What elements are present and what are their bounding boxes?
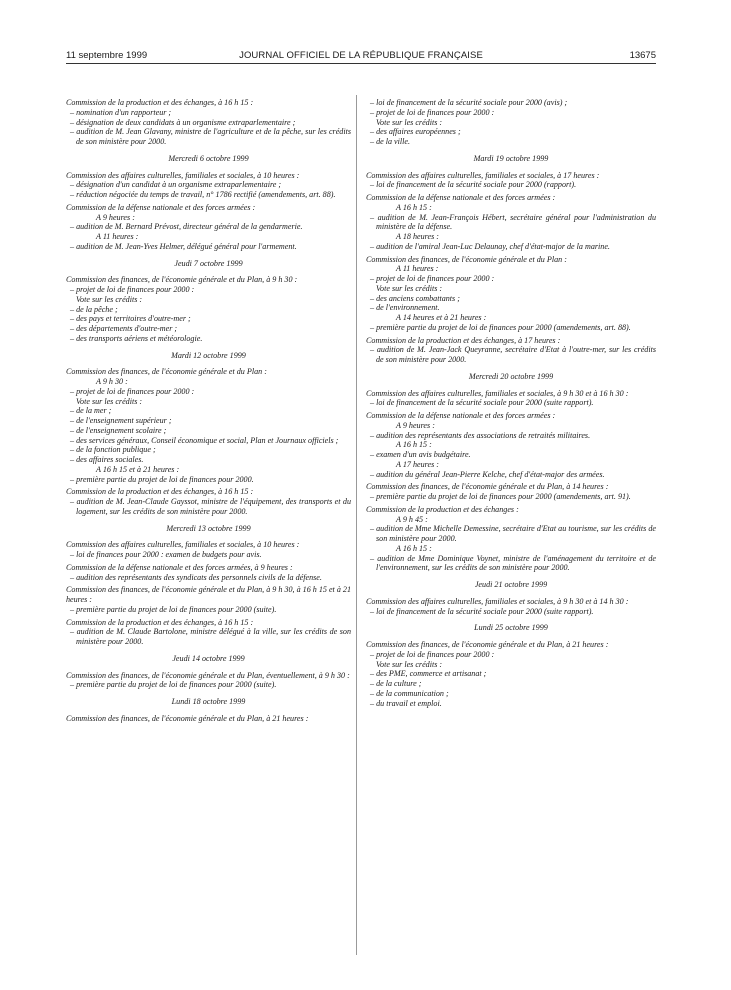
dash-bullet: – (370, 606, 377, 616)
dash-bullet: – (370, 303, 377, 313)
agenda-item-text: projet de loi de finances pour 2000 : (376, 274, 495, 283)
commission-heading: Commission des affaires culturelles, familiales et sociales, à 10 heures : (66, 540, 300, 550)
dash-bullet: – (70, 107, 77, 117)
dash-bullet: – (370, 553, 378, 563)
vote-label: Vote sur les crédits : (376, 117, 443, 127)
agenda-item-text: désignation d'un candidat à un organisme extraparlementaire ; (76, 180, 282, 190)
dash-bullet: – (370, 698, 377, 708)
dash-bullet: – (70, 550, 77, 559)
vote-label: Vote sur les crédits : (76, 294, 143, 304)
dash-bullet: – (370, 98, 377, 107)
agenda-item-text: de la ville. (376, 137, 411, 146)
right-column (366, 98, 656, 708)
commission-heading: Commission des finances, de l'économie générale et du Plan, à 9 h 30 : (66, 275, 298, 285)
agenda-item-text: audition de M. Bernard Prévost, directeur général de la gendarmerie. (76, 222, 303, 232)
agenda-item (70, 406, 351, 416)
agenda-item-text: audition de M. Jean Glavany, ministre de l'agriculture et de la pêche, sur les crédits de son ministère pour 2000. (76, 127, 351, 146)
commission-heading: Commission des finances, de l'économie générale et du Plan, éventuellement, à 9 h 30 : (66, 670, 350, 680)
dash-bullet: – (70, 435, 77, 445)
left-column (66, 98, 351, 724)
dash-bullet: – (370, 492, 377, 501)
dash-bullet: – (370, 180, 377, 190)
agenda-item-text: de l'enseignement scolaire ; (76, 425, 167, 435)
agenda-item-text: des transports aériens et météorologie. (76, 333, 203, 343)
date-heading: Mercredi 20 octobre 1999 (468, 371, 554, 381)
agenda-item (70, 416, 351, 426)
agenda-item-text: des pays et territoires d'outre-mer ; (76, 314, 191, 324)
commission-heading: Commission des affaires culturelles, familiales et sociales, à 9 h 30 et à 14 h 30 : (366, 596, 629, 606)
dash-bullet: – (70, 627, 77, 637)
agenda-item (370, 180, 656, 190)
agenda-item-text: projet de loi de finances pour 2000 : (376, 107, 495, 117)
session-time: A 9 heures : (96, 212, 135, 222)
agenda-item-text: de la communication ; (376, 688, 449, 698)
commission-heading: Commission des finances, de l'économie générale et du Plan : (66, 367, 267, 377)
agenda-item-text: audition de Mme Michelle Demessine, secrétaire d'Etat au tourisme, sur les crédits de son ministère pour 2000. (376, 524, 656, 543)
agenda-item (70, 604, 351, 615)
date-heading: Jeudi 14 octobre 1999 (172, 653, 245, 663)
dash-bullet: – (370, 107, 377, 117)
page-number: 13675 (629, 50, 656, 61)
agenda-item (370, 107, 656, 118)
agenda-item-text: projet de loi de finances pour 2000 : (76, 285, 195, 294)
dash-bullet: – (70, 406, 77, 416)
agenda-item-text: des anciens combattants ; (376, 293, 460, 303)
agenda-item (70, 386, 351, 397)
journal-title: JOURNAL OFFICIEL DE LA RÉPUBLIQUE FRANÇAISE (239, 50, 483, 61)
date-heading: Lundi 25 octobre 1999 (474, 623, 548, 633)
session-time: A 16 h 15 : (396, 543, 432, 553)
agenda-item (370, 98, 656, 108)
dash-bullet: – (370, 398, 377, 408)
agenda-item-text: loi de finances pour 2000 : examen de budgets pour avis. (76, 550, 262, 559)
agenda-item-text: des affaires sociales. (76, 455, 144, 464)
agenda-item (70, 314, 351, 324)
dash-bullet: – (70, 333, 77, 343)
agenda-item (370, 649, 656, 660)
agenda-item-text: première partie du projet de loi de finances pour 2000. (76, 474, 254, 484)
agenda-item (370, 524, 656, 544)
dash-bullet: – (70, 416, 77, 425)
agenda-item-text: de la pêche ; (76, 304, 118, 314)
agenda-item (370, 398, 656, 408)
agenda-item-text: des départements d'outre-mer ; (76, 324, 178, 333)
session-time: A 18 heures : (396, 232, 439, 241)
dash-bullet: – (370, 679, 377, 688)
agenda-item-text: première partie du projet de loi de finances pour 2000 (suite). (76, 604, 277, 614)
agenda-item-text: audition des représentants des associations de retraités militaires. (376, 430, 591, 440)
agenda-item (370, 688, 656, 699)
dash-bullet: – (70, 127, 77, 137)
agenda-item (70, 425, 351, 436)
commission-heading: Commission des affaires culturelles, familiales et sociales, à 10 heures : (66, 170, 300, 180)
dash-bullet: – (70, 285, 77, 294)
dash-bullet: – (70, 314, 77, 324)
commission-heading: Commission de la production et des échanges, à 16 h 15 : (66, 487, 254, 497)
agenda-item (70, 222, 351, 232)
commission-heading: Commission des finances, de l'économie générale et du Plan, à 21 heures : (66, 713, 309, 723)
agenda-item (370, 241, 656, 252)
commission-heading: Commission de la production et des échanges, à 16 h 15 : (66, 617, 254, 627)
dash-bullet: – (370, 669, 377, 679)
agenda-item-text: projet de loi de finances pour 2000 : (376, 649, 495, 659)
session-time: A 14 heures et à 21 heures : (396, 313, 487, 322)
dash-bullet: – (370, 688, 377, 698)
dash-bullet: – (370, 649, 377, 659)
agenda-item-text: loi de financement de la sécurité sociale pour 2000 (rapport). (376, 180, 577, 190)
session-time: A 11 heures : (96, 232, 139, 241)
session-time: A 9 heures : (396, 420, 435, 430)
agenda-item-text: audition de M. Jean-Yves Helmer, délégué général pour l'armement. (76, 241, 297, 251)
agenda-item-text: première partie du projet de loi de finances pour 2000 (suite). (76, 680, 277, 690)
dash-bullet: – (370, 274, 377, 283)
agenda-item (370, 669, 656, 679)
agenda-item (70, 445, 351, 455)
session-time: A 17 heures : (396, 459, 439, 469)
agenda-item (70, 680, 351, 690)
agenda-item (370, 606, 656, 617)
agenda-item-text: audition de M. Jean-François Hébert, secrétaire général pour l'administration du ministère de la défense. (376, 212, 656, 232)
dash-bullet: – (370, 322, 377, 332)
dash-bullet: – (70, 324, 77, 333)
agenda-item (70, 107, 351, 118)
dash-bullet: – (70, 604, 77, 614)
session-time: A 16 h 15 : (396, 440, 432, 450)
agenda-item (70, 324, 351, 334)
dash-bullet: – (370, 469, 377, 479)
agenda-item (370, 127, 656, 137)
agenda-item (70, 127, 351, 147)
agenda-item (370, 322, 656, 333)
agenda-item-text: de la fonction publique ; (76, 445, 156, 455)
agenda-item (370, 450, 656, 460)
agenda-item-text: du travail et emploi. (376, 698, 442, 708)
agenda-item-text: de l'environnement. (376, 303, 440, 313)
agenda-item (370, 679, 656, 689)
commission-heading: Commission de la défense nationale et des forces armées, à 9 heures : (66, 562, 293, 572)
agenda-item-text: réduction négociée du temps de travail, n° 1786 rectifié (amendements, art. 88). (76, 190, 336, 199)
commission-heading: Commission de la production et des échanges, à 16 h 15 : (66, 98, 254, 107)
dash-bullet: – (70, 386, 77, 396)
agenda-item-text: audition de M. Jean-Jack Queyranne, secrétaire d'Etat à l'outre-mer, sur les crédits de son ministère pour 2000. (376, 345, 656, 364)
dash-bullet: – (70, 304, 77, 314)
commission-heading: Commission de la production et des échanges, à 17 heures : (366, 335, 561, 345)
agenda-item-text: première partie du projet de loi de finances pour 2000 (amendements, art. 91). (376, 492, 631, 501)
agenda-item-text: loi de financement de la sécurité sociale pour 2000 (suite rapport). (376, 398, 594, 408)
agenda-item (370, 345, 656, 365)
dash-bullet: – (70, 445, 77, 455)
dash-bullet: – (70, 680, 77, 690)
agenda-item (370, 469, 656, 480)
dash-bullet: – (70, 180, 77, 190)
commission-heading: Commission des finances, de l'économie générale et du Plan, à 21 heures : (366, 640, 609, 649)
dash-bullet: – (370, 241, 377, 251)
commission-heading: Commission des finances, de l'économie générale et du Plan, à 9 h 30, à 16 h 15 et à 21 heures : (66, 585, 351, 604)
dash-bullet: – (70, 222, 77, 232)
agenda-item (70, 117, 351, 128)
commission-heading: Commission de la défense nationale et des forces armées : (366, 193, 556, 202)
dash-bullet: – (70, 474, 77, 484)
agenda-item-text: audition de M. Jean-Claude Gayssot, ministre de l'équipement, des transports et du logement, sur les crédits de son ministère pour 2000. (76, 497, 351, 516)
date-heading: Mardi 19 octobre 1999 (473, 153, 549, 163)
date-heading: Jeudi 7 octobre 1999 (174, 258, 243, 268)
agenda-item-text: audition des représentants des syndicats des personnels civils de la défense. (76, 572, 322, 582)
header-date: 11 septembre 1999 (66, 50, 148, 61)
agenda-item-text: de la mer ; (76, 406, 112, 416)
agenda-item-text: examen d'un avis budgétaire. (376, 450, 471, 459)
dash-bullet: – (70, 190, 77, 199)
dash-bullet: – (370, 524, 377, 534)
agenda-item (70, 550, 351, 560)
dash-bullet: – (370, 430, 377, 440)
agenda-item (370, 137, 656, 147)
agenda-item (370, 553, 656, 574)
dash-bullet: – (70, 497, 77, 506)
agenda-item (70, 497, 351, 517)
commission-heading: Commission des affaires culturelles, familiales et sociales, à 17 heures : (366, 170, 600, 180)
agenda-item-text: projet de loi de finances pour 2000 : (76, 386, 195, 396)
agenda-item (370, 492, 656, 502)
agenda-item (370, 303, 656, 313)
session-time: A 9 h 45 : (396, 514, 428, 524)
agenda-item-text: désignation de deux candidats à un organisme extraparlementaire ; (76, 117, 296, 127)
column-divider (356, 95, 357, 955)
agenda-item (370, 698, 656, 709)
session-time: A 16 h 15 et à 21 heures : (96, 464, 180, 474)
agenda-item-text: première partie du projet de loi de finances pour 2000 (amendements, art. 88). (376, 322, 631, 332)
dash-bullet: – (370, 137, 377, 146)
agenda-item (70, 572, 351, 583)
agenda-item (70, 435, 351, 446)
agenda-item (70, 455, 351, 465)
commission-heading: Commission de la défense nationale et des forces armées : (66, 202, 256, 212)
header-rule (66, 63, 656, 64)
dash-bullet: – (370, 345, 377, 355)
session-time: A 9 h 30 : (96, 377, 128, 386)
agenda-item (70, 474, 351, 485)
agenda-item-text: audition de l'amiral Jean-Luc Delaunay, chef d'état-major de la marine. (376, 241, 610, 251)
date-heading: Mercredi 13 octobre 1999 (166, 523, 251, 533)
agenda-item (70, 333, 351, 344)
commission-heading: Commission de la production et des échanges : (366, 504, 519, 514)
date-heading: Lundi 18 octobre 1999 (171, 697, 246, 706)
commission-heading: Commission de la défense nationale et des forces armées : (366, 411, 556, 420)
dash-bullet: – (70, 455, 77, 464)
vote-label: Vote sur les crédits : (376, 283, 443, 293)
date-heading: Mercredi 6 octobre 1999 (168, 153, 249, 163)
agenda-item-text: audition du général Jean-Pierre Kelche, chef d'état-major des armées. (376, 469, 605, 479)
agenda-item-text: de l'enseignement supérieur ; (76, 416, 172, 425)
date-heading: Jeudi 21 octobre 1999 (474, 580, 548, 589)
agenda-item-text: audition de Mme Dominique Voynet, ministre de l'aménagement du territoire et de l'environnement, sur les crédits de son ministère pour 2000. (376, 553, 656, 573)
agenda-item-text: des affaires européennes ; (376, 127, 461, 137)
agenda-item-text: loi de financement de la sécurité sociale pour 2000 (suite rapport). (376, 606, 594, 616)
dash-bullet: – (370, 212, 378, 222)
agenda-item-text: de la culture ; (376, 679, 422, 688)
vote-label: Vote sur les crédits : (376, 659, 443, 669)
dash-bullet: – (70, 425, 77, 435)
agenda-item (370, 212, 656, 233)
commission-heading: Commission des finances, de l'économie générale et du Plan : (366, 254, 567, 264)
vote-label: Vote sur les crédits : (76, 396, 143, 406)
dash-bullet: – (370, 450, 377, 459)
commission-heading: Commission des affaires culturelles, familiales et sociales, à 9 h 30 et à 16 h 30 : (366, 388, 629, 398)
agenda-item (70, 304, 351, 315)
agenda-item (70, 285, 351, 295)
dash-bullet: – (70, 117, 77, 127)
dash-bullet: – (370, 127, 377, 137)
dash-bullet: – (370, 293, 377, 303)
agenda-item-text: des PME, commerce et artisanat ; (376, 669, 487, 679)
dash-bullet: – (70, 241, 77, 251)
agenda-item-text: audition de M. Claude Bartolone, ministre délégué à la ville, sur les crédits de son ministère pour 2000. (76, 627, 351, 646)
commission-heading: Commission des finances, de l'économie générale et du Plan, à 14 heures : (366, 482, 609, 492)
agenda-item-text: loi de financement de la sécurité sociale pour 2000 (avis) ; (376, 98, 568, 107)
agenda-item (70, 190, 351, 200)
agenda-item (370, 430, 656, 441)
agenda-item-text: des services généraux, Conseil économique et social, Plan et Journaux officiels ; (76, 435, 339, 445)
session-time: A 16 h 15 : (396, 202, 432, 212)
date-heading: Mardi 12 octobre 1999 (171, 350, 246, 360)
agenda-item (370, 274, 656, 284)
agenda-item (70, 241, 351, 252)
agenda-item (70, 180, 351, 190)
dash-bullet: – (70, 572, 77, 582)
session-time: A 11 heures : (396, 264, 439, 274)
agenda-item (70, 627, 351, 647)
agenda-item (370, 293, 656, 304)
agenda-item-text: nomination d'un rapporteur ; (76, 107, 172, 117)
